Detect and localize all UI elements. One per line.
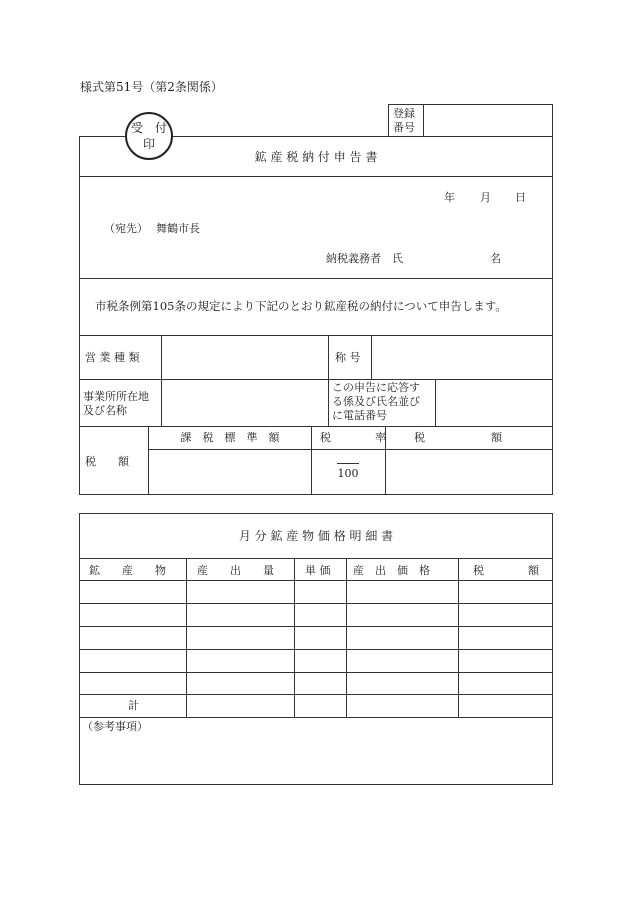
tax-rate-denominator: 100	[337, 467, 359, 480]
notes-label: （参考事項）	[82, 720, 148, 733]
col-header-unit-price: 単 価	[305, 564, 331, 577]
receipt-stamp-line2: 印	[142, 137, 155, 151]
date-month-label: 月	[480, 191, 491, 204]
registration-label-line2: 番号	[393, 121, 415, 134]
contact-label-line2: る係及び氏名並び	[332, 395, 420, 408]
tax-amount-label: 税 額	[85, 455, 129, 468]
contact-field[interactable]	[436, 380, 552, 426]
business-type-label: 営 業 種 類	[85, 351, 140, 364]
col-header-tax: 税 額	[473, 564, 539, 577]
total-unit-price-field[interactable]	[295, 695, 346, 717]
registration-number-field[interactable]	[424, 105, 552, 136]
contact-label-line1: この申告に応答す	[332, 381, 420, 394]
col-header-output: 産 出 量	[197, 564, 274, 577]
total-output-field[interactable]	[187, 695, 294, 717]
business-location-field[interactable]	[162, 380, 328, 426]
location-label-line1: 事業所所在地	[83, 390, 149, 403]
taxpayer-name-suffix: 名	[490, 252, 501, 265]
declaration-statement: 市税条例第105条の規定により下記のとおり鉱産税の納付について申告します。	[95, 299, 507, 313]
addressee-prefix: （宛先）	[104, 222, 148, 235]
date-day-label: 日	[515, 191, 526, 204]
total-label: 計	[128, 699, 139, 712]
taxable-base-field[interactable]	[149, 450, 311, 494]
location-label-line2: 及び名称	[83, 404, 127, 417]
business-name-field[interactable]	[372, 336, 552, 379]
business-type-field[interactable]	[162, 336, 328, 379]
taxpayer-name-label: 納税義務者 氏	[326, 252, 403, 265]
tax-amount-header: 税 額	[414, 431, 502, 444]
business-name-label: 称 号	[335, 351, 361, 364]
tax-rate-header: 税 率	[320, 431, 386, 444]
registration-label-line1: 登録	[393, 107, 415, 120]
addressee: 舞鶴市長	[156, 222, 200, 235]
contact-label-line3: に電話番号	[332, 409, 387, 422]
tax-amount-field[interactable]	[386, 450, 552, 494]
total-output-value-field[interactable]	[347, 695, 458, 717]
tax-rate-fraction[interactable]	[326, 463, 370, 480]
notes-field[interactable]	[80, 736, 552, 784]
col-header-mineral: 鉱 産 物	[89, 564, 166, 577]
fraction-bar	[337, 463, 359, 464]
taxable-base-header: 課 税 標 準 額	[180, 431, 280, 444]
price-detail-title: 月 分 鉱 産 物 価 格 明 細 書	[238, 529, 394, 543]
form-title: 鉱 産 税 納 付 申 告 書	[254, 150, 378, 164]
receipt-stamp-line1: 受 付	[130, 121, 167, 135]
taxpayer-name-field[interactable]	[410, 248, 490, 266]
total-tax-field[interactable]	[459, 695, 552, 717]
date-year-label: 年	[444, 191, 455, 204]
col-header-output-value: 産 出 価 格	[353, 564, 430, 577]
form-number: 様式第51号（第2条関係）	[80, 80, 223, 94]
